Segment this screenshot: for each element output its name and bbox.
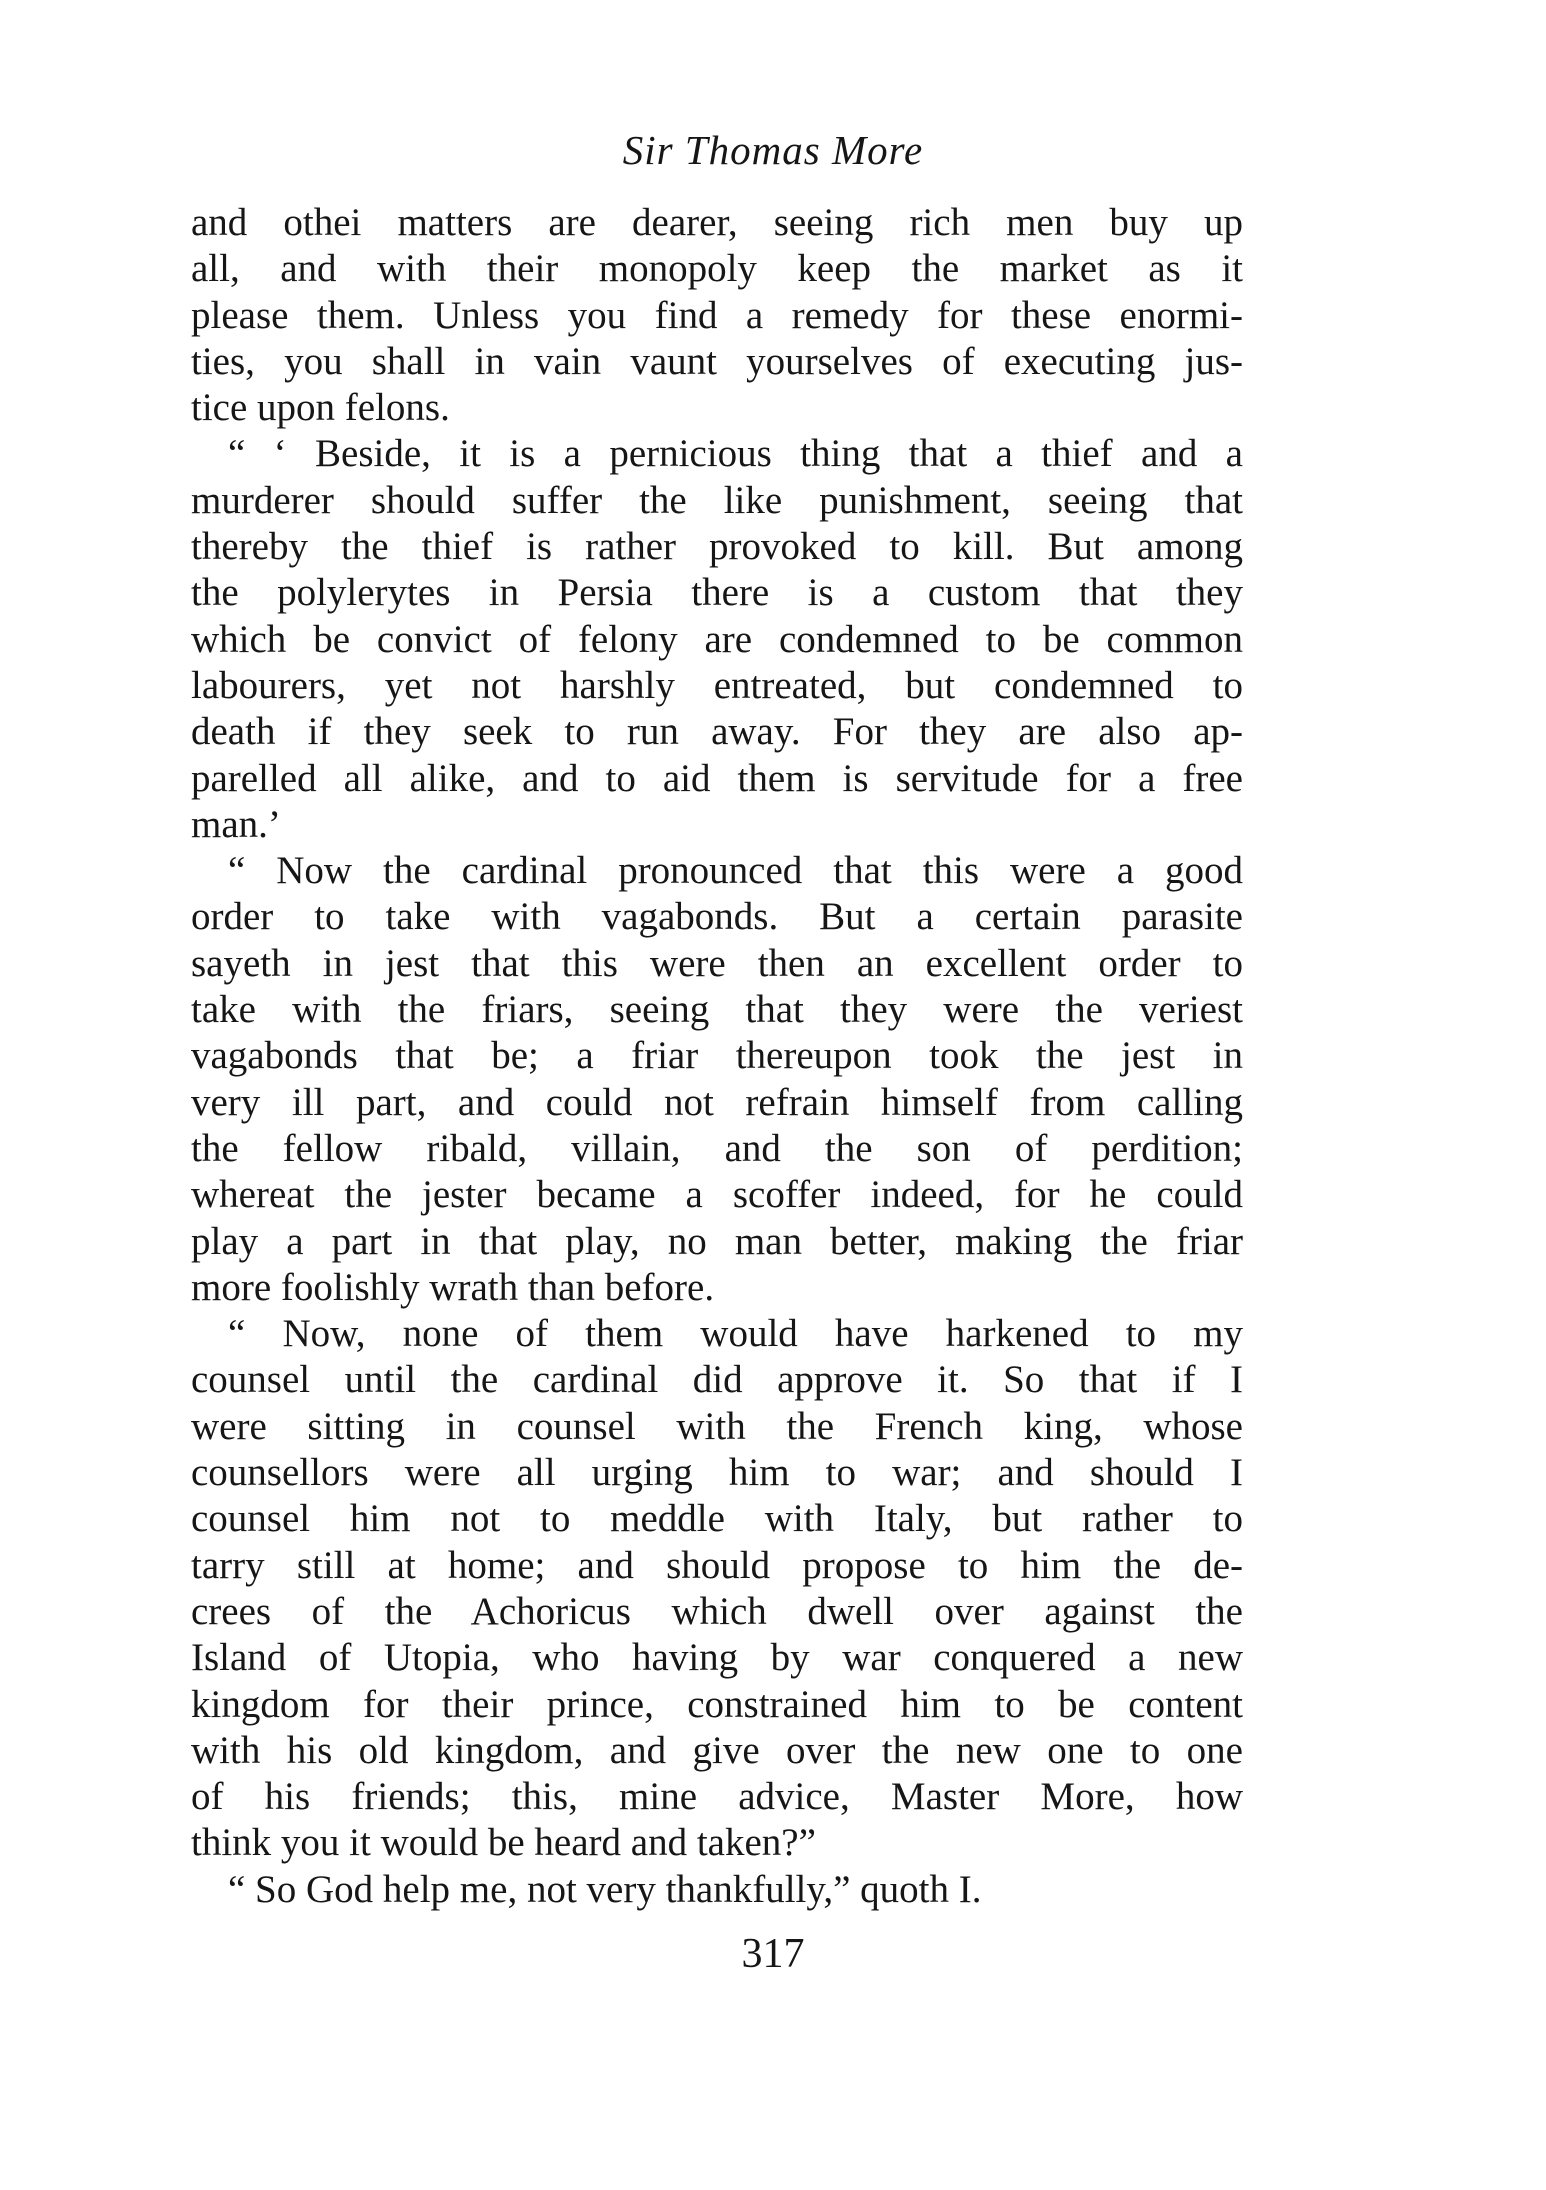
text-line: man.’ bbox=[191, 802, 281, 846]
text-line: tice upon felons. bbox=[191, 386, 450, 430]
text-line: the fellow ribald, villain, and the son of perdition; bbox=[191, 1126, 1243, 1170]
text-line: parelled all alike, and to aid them is servitude for a free bbox=[191, 756, 1243, 800]
page-number: 317 bbox=[741, 1931, 805, 1977]
text-line: murderer should suffer the like punishment, seeing that bbox=[191, 478, 1243, 522]
text-line: all, and with their monopoly keep the market as it bbox=[191, 247, 1243, 291]
text-line: whereat the jester became a scoffer indeed, for he could bbox=[191, 1173, 1243, 1217]
text-line: thereby the thief is rather provoked to kill. But among bbox=[191, 525, 1243, 569]
text-line: counsellors were all urging him to war; and should I bbox=[191, 1451, 1243, 1495]
text-line: the polylerytes in Persia there is a custom that they bbox=[191, 571, 1243, 615]
text-line: very ill part, and could not refrain himself from calling bbox=[191, 1080, 1243, 1124]
text-line: take with the friars, seeing that they were the veriest bbox=[191, 988, 1243, 1032]
text-line: “ Now, none of them would have harkened to my bbox=[228, 1312, 1243, 1356]
text-line: labourers, yet not harshly entreated, but condemned to bbox=[191, 663, 1243, 707]
text-line: were sitting in counsel with the French king, whose bbox=[191, 1404, 1243, 1448]
text-line: think you it would be heard and taken?” bbox=[191, 1821, 816, 1865]
running-head: Sir Thomas More bbox=[622, 127, 924, 173]
text-line: “ Now the cardinal pronounced that this were a good bbox=[228, 849, 1243, 893]
text-line: tarry still at home; and should propose to him the de- bbox=[191, 1543, 1243, 1587]
text-line: Island of Utopia, who having by war conquered a new bbox=[191, 1636, 1243, 1680]
body-text bbox=[191, 200, 1243, 1913]
text-line: and othei matters are dearer, seeing rich men buy up bbox=[191, 201, 1243, 244]
text-line: please them. Unless you find a remedy for these enormi- bbox=[191, 293, 1243, 337]
text-line: which be convict of felony are condemned to be common bbox=[191, 617, 1243, 661]
text-line: kingdom for their prince, constrained him to be content bbox=[191, 1682, 1243, 1726]
text-line: death if they seek to run away. For they are also ap- bbox=[191, 710, 1243, 754]
text-line: sayeth in jest that this were then an excellent order to bbox=[191, 941, 1243, 985]
text-line: play a part in that play, no man better, making the friar bbox=[191, 1219, 1243, 1263]
text-line: counsel until the cardinal did approve it. So that if I bbox=[191, 1358, 1243, 1402]
text-line: vagabonds that be; a friar thereupon took the jest in bbox=[191, 1034, 1243, 1078]
text-line: of his friends; this, mine advice, Master More, how bbox=[191, 1775, 1243, 1819]
text-line: order to take with vagabonds. But a certain parasite bbox=[191, 895, 1243, 939]
text-line: with his old kingdom, and give over the new one to one bbox=[191, 1728, 1243, 1772]
text-line: crees of the Achoricus which dwell over against the bbox=[191, 1589, 1243, 1633]
text-line: more foolishly wrath than before. bbox=[191, 1265, 715, 1309]
text-line: “ ‘ Beside, it is a pernicious thing that a thief and a bbox=[228, 432, 1243, 476]
text-line: “ So God help me, not very thankfully,” quoth I. bbox=[228, 1867, 982, 1911]
text-line: counsel him not to meddle with Italy, but rather to bbox=[191, 1497, 1243, 1541]
text-line: ties, you shall in vain vaunt yourselves of executing jus- bbox=[191, 339, 1243, 383]
